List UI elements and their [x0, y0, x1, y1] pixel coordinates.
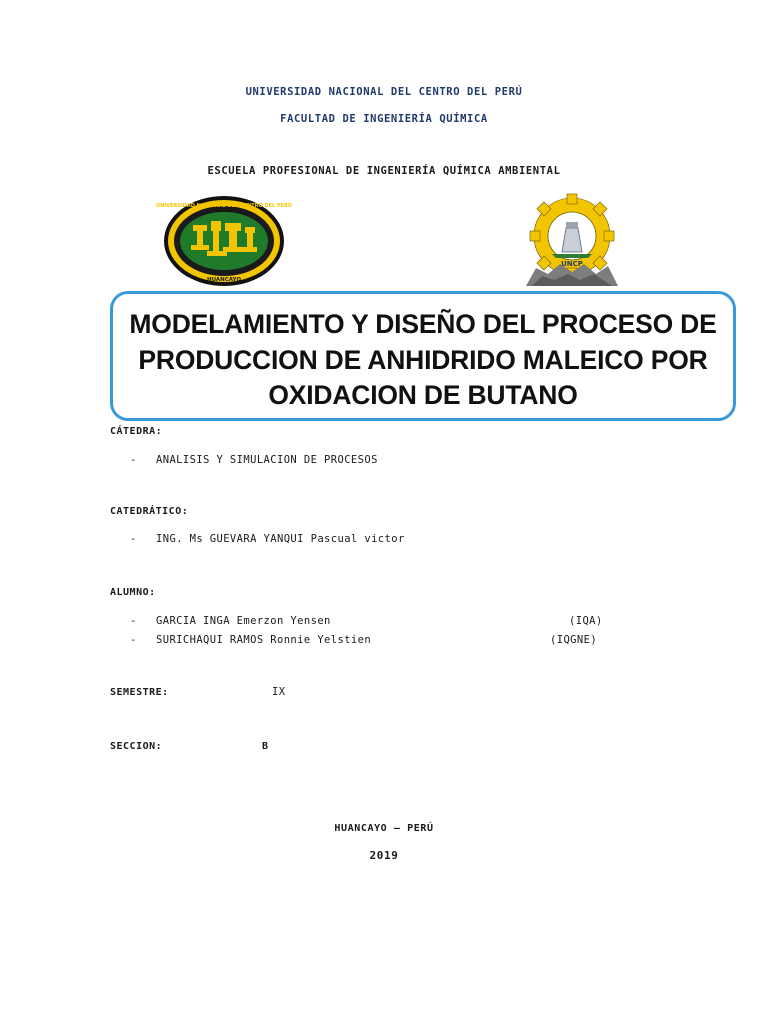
gear-code-text: UNCP — [561, 260, 583, 268]
footer-year: 2019 — [369, 849, 399, 862]
title-line-3: OXIDACION DE BUTANO — [268, 380, 578, 410]
catedratico-label: CATEDRÁTICO: — [110, 506, 189, 517]
university-name: UNIVERSIDAD NACIONAL DEL CENTRO DEL PERÚ — [245, 86, 523, 98]
catedratico-value: ING. Ms GUEVARA YANQUI Pascual victor — [156, 533, 405, 545]
faculty-gear-emblem-icon — [522, 194, 622, 286]
student-code: (IQGNE) — [550, 634, 598, 646]
student-bullet: - — [130, 615, 137, 627]
seccion-label: SECCION: — [110, 741, 163, 752]
catedratico-bullet: - — [130, 533, 137, 545]
seccion-value: B — [262, 741, 269, 752]
title-line-1: MODELAMIENTO Y DISEÑO DEL PROCESO DE — [129, 309, 717, 339]
title-line-2: PRODUCCION DE ANHIDRIDO MALEICO POR — [138, 344, 708, 375]
student-code: (IQA) — [569, 615, 603, 627]
faculty-name: FACULTAD DE INGENIERÍA QUÍMICA — [280, 113, 488, 125]
semestre-label: SEMESTRE: — [110, 687, 169, 698]
school-name: ESCUELA PROFESIONAL DE INGENIERÍA QUÍMICA AMBIENTAL — [207, 165, 561, 177]
semestre-value: IX — [272, 686, 286, 698]
student-name: GARCIA INGA Emerzon Yensen — [156, 615, 331, 627]
seal-ring-text: UNIVERSIDAD NACIONAL DEL CENTRO DEL PERÚ — [156, 203, 292, 209]
title-box — [110, 291, 736, 421]
catedra-label: CÁTEDRA: — [110, 426, 163, 437]
document-title — [113, 307, 733, 414]
student-name: SURICHAQUI RAMOS Ronnie Yelstien — [156, 634, 372, 646]
seal-city-text: HUANCAYO — [207, 277, 241, 283]
catedra-value: ANALISIS Y SIMULACION DE PROCESOS — [156, 454, 378, 466]
footer-place: HUANCAYO – PERÚ — [334, 823, 434, 834]
catedra-bullet: - — [130, 454, 137, 466]
university-seal-icon — [156, 195, 292, 287]
alumno-label: ALUMNO: — [110, 587, 156, 598]
student-bullet: - — [130, 634, 137, 646]
